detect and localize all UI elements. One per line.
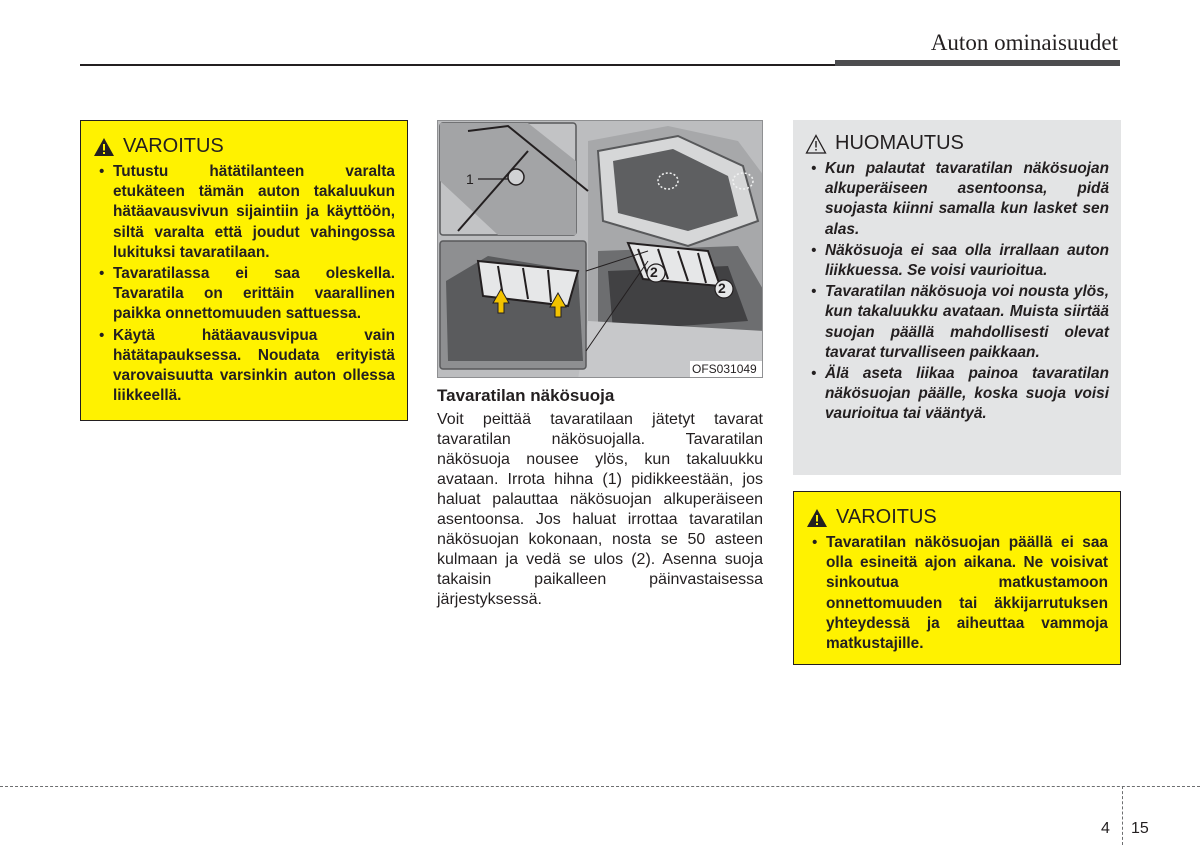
warning-title: VAROITUS: [123, 135, 224, 157]
list-item: • Älä aseta liikaa painoa tavaratilan näkösuojan päälle, koska suoja voisi vaurioitua tai vääntyä.: [805, 364, 1109, 425]
warning-heading: [93, 135, 395, 158]
callout-label-2: 2: [650, 264, 658, 280]
notice-title: HUOMAUTUS: [835, 132, 964, 154]
cargo-cover-illustration: [437, 120, 763, 378]
section-body: Voit peittää tavaratilaan jätetyt tavarat tavaratilan näkösuojalla. Tavaratilan näkösuoja nousee ylös, kun takaluukku avataan. Irrota hihna (1) pidikkeestään, jos haluat palauttaa näkösuojan alkuperäiseen asentoonsa. Jos haluat irrottaa tavaratilan näkösuojan kokonaan, nosta se 50 asteen kulmaan ja vedä se ulos (2). Asenna suoja takaisin paikalleen päinvastaisessa järjestyksessä.: [437, 411, 763, 608]
footer-divider: [1122, 786, 1123, 845]
list-item: • Käytä hätäavausvipua vain hätätapauksessa. Noudata erityistä varovaisuutta varsinkin auton ollessa liikkeellä.: [93, 326, 395, 407]
notice-list: [805, 159, 1109, 425]
warning-title: VAROITUS: [836, 506, 937, 528]
notice-heading: [805, 132, 1109, 155]
section-title: Tavaratilan näkösuoja: [437, 386, 615, 405]
figure-code: OFS031049: [692, 362, 757, 376]
page-header-title: Auton ominaisuudet: [930, 30, 1118, 55]
warning-box-right: [793, 491, 1121, 665]
list-item: • Tavaratilassa ei saa oleskella. Tavaratila on erittäin vaarallinen paikka onnettomuuden sattuessa.: [93, 264, 395, 325]
header-rule: [80, 64, 835, 66]
list-item: • Tavaratilan näkösuoja voi nousta ylös, kun takaluukku avataan. Muista siirtää suojan päällä mahdollisesti olevat tavarat turvalliseen paikkaan.: [805, 282, 1109, 363]
callout-label-2: 2: [718, 280, 726, 296]
list-item: • Tavaratilan näkösuojan päällä ei saa olla esineitä ajon aikana. Ne voisivat sinkoutua matkustamoon onnettomuuden tai äkkijarrutuksen yhteydessä ja aiheuttaa vammoja matkustajille.: [806, 533, 1108, 654]
warning-box-left: [80, 120, 408, 421]
warning-triangle-icon: [806, 508, 828, 528]
warning-heading: [806, 506, 1108, 529]
chapter-number: 4: [1101, 820, 1110, 837]
callout-label-1: 1: [466, 171, 474, 187]
list-item: • Näkösuoja ei saa olla irrallaan auton liikkuessa. Se voisi vaurioitua.: [805, 241, 1109, 281]
list-item: • Tutustu hätätilanteen varalta etukäteen tämän auton takaluukun hätäavausvivun sijaintiin ja käyttöön, siltä varalta että joudut vahingossa lukituksi tavaratilaan.: [93, 162, 395, 263]
page-number: 15: [1131, 820, 1149, 837]
header-bar: [835, 60, 1120, 66]
notice-box: [793, 120, 1121, 475]
list-item: • Kun palautat tavaratilan näkösuojan alkuperäiseen asentoonsa, pidä suojasta kiinni samalla kun lasket sen alas.: [805, 159, 1109, 240]
warning-list: [93, 162, 395, 406]
footer-rule: [0, 786, 1200, 787]
warning-list: [806, 533, 1108, 654]
caution-triangle-icon: [805, 134, 827, 154]
warning-triangle-icon: [93, 137, 115, 157]
